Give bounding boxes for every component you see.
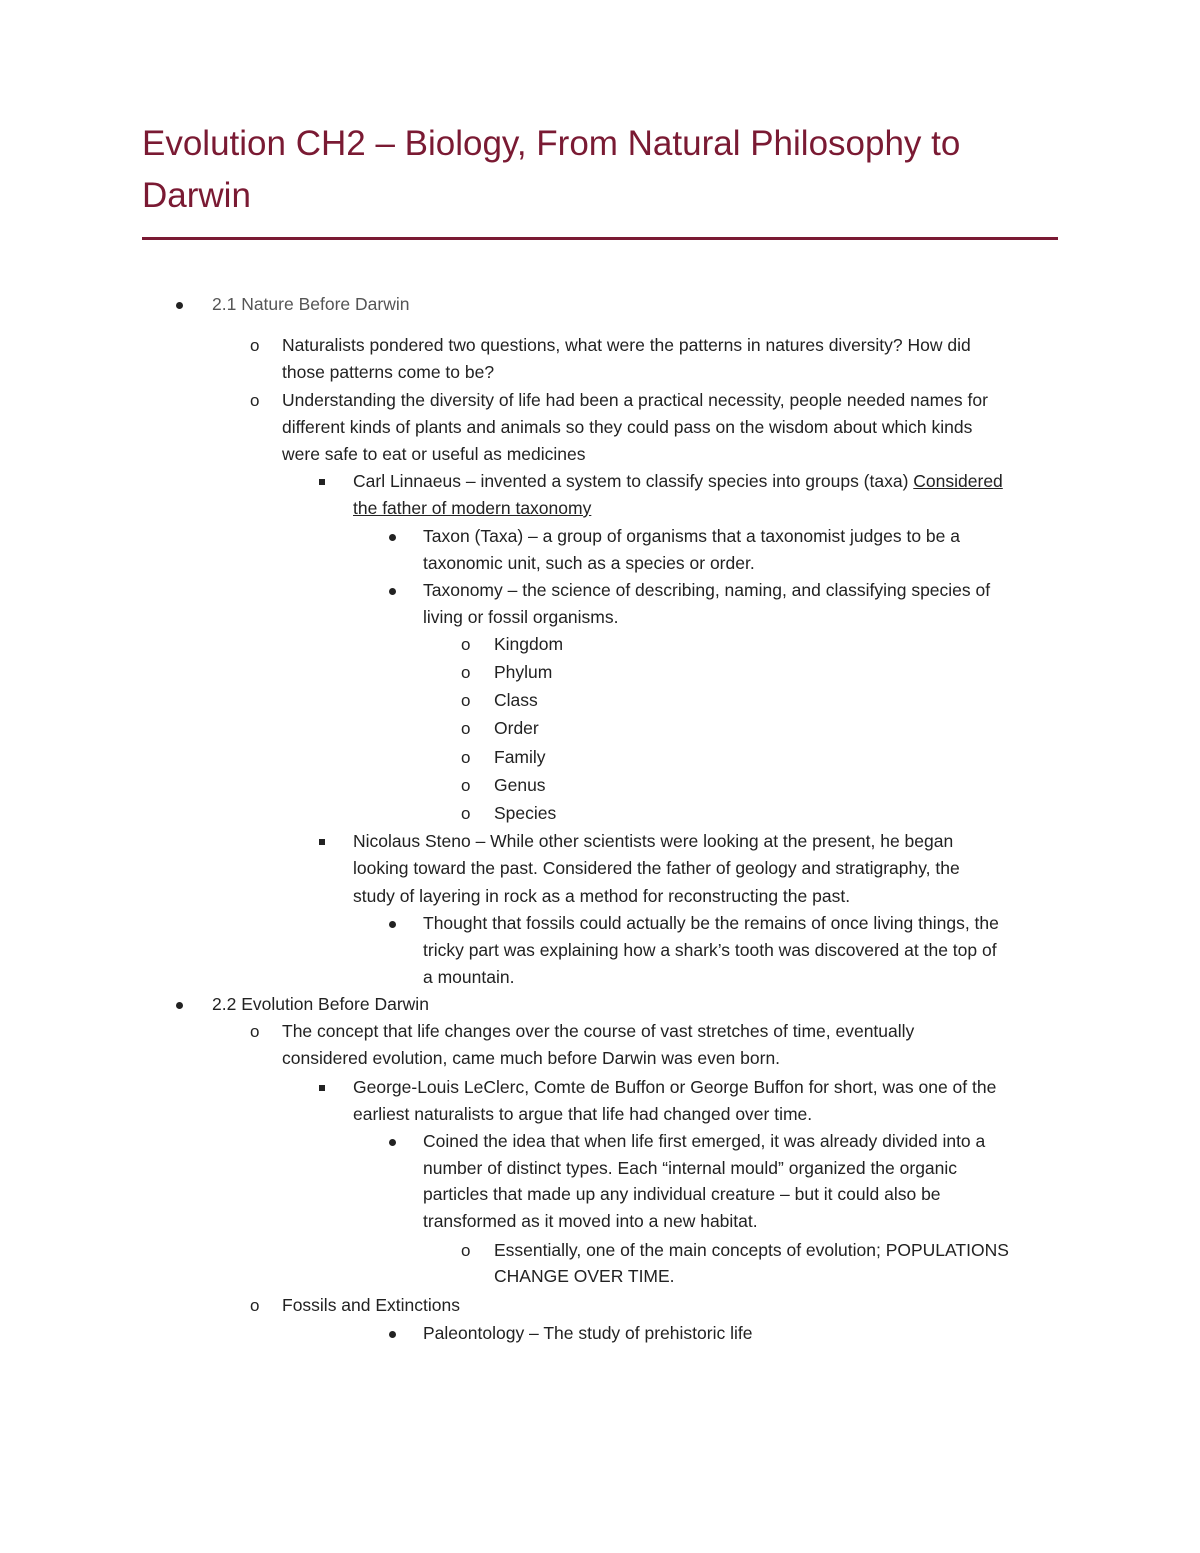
- bullet-circle-icon: o: [461, 635, 471, 654]
- bullet-dot-icon: [389, 523, 396, 541]
- bullet-circle-icon: o: [250, 336, 260, 355]
- bullet-square-icon: [319, 828, 325, 845]
- bullet-dot-icon: [389, 910, 396, 928]
- fossil-line-2: tricky part was explaining how a shark’s tooth was discovered at the top of: [423, 940, 997, 960]
- bullet-dot-icon: [389, 1128, 396, 1146]
- coined-line-4: transformed as it moved into a new habitat.: [423, 1211, 758, 1231]
- section-heading-2-1: 2.1 Nature Before Darwin: [212, 294, 410, 314]
- bullet-circle-icon: o: [461, 748, 471, 767]
- taxonomy-line-1: Taxonomy – the science of describing, naming, and classifying species of: [423, 580, 991, 600]
- steno-line-2: looking toward the past. Considered the father of geology and stratigraphy, the: [353, 858, 960, 878]
- bullet-square-icon: [319, 1074, 325, 1091]
- document-title: [142, 118, 1042, 222]
- bullet-circle-icon: o: [250, 1296, 260, 1315]
- bullet-dot-icon: [176, 991, 183, 1009]
- taxon-line-2: taxonomic unit, such as a species or order.: [423, 553, 755, 573]
- rank-item: Order: [494, 718, 539, 738]
- rank-item: Phylum: [494, 662, 553, 682]
- bullet-square-icon: [319, 468, 325, 485]
- buffon-line-2: earliest naturalists to argue that life had changed over time.: [353, 1104, 813, 1124]
- diversity-line-2: different kinds of plants and animals so they could pass on the wisdom about which kinds: [282, 417, 973, 437]
- rank-item: Genus: [494, 775, 546, 795]
- coined-line-2: number of distinct types. Each “internal mould” organized the organic: [423, 1158, 958, 1178]
- rank-item: Family: [494, 747, 546, 767]
- naturalists-line-2: those patterns come to be?: [282, 362, 495, 382]
- coined-line-1: Coined the idea that when life first emerged, it was already divided into a: [423, 1131, 986, 1151]
- linnaeus-line-1: [353, 468, 1003, 495]
- bullet-circle-icon: o: [250, 1022, 260, 1041]
- paleontology-line: Paleontology – The study of prehistoric life: [423, 1323, 753, 1343]
- section-heading-2-2: 2.2 Evolution Before Darwin: [212, 994, 429, 1014]
- rank-item: Class: [494, 690, 538, 710]
- fossils-extinctions: Fossils and Extinctions: [282, 1295, 460, 1315]
- linnaeus-text: Carl Linnaeus – invented a system to classify species into groups (taxa): [353, 471, 914, 491]
- bullet-circle-icon: o: [461, 804, 471, 823]
- fossil-line-3: a mountain.: [423, 967, 515, 987]
- fossil-line-1: Thought that fossils could actually be the remains of once living things, the: [423, 913, 999, 933]
- diversity-line-1: Understanding the diversity of life had been a practical necessity, people needed names for: [282, 390, 988, 410]
- essentially-line-1: Essentially, one of the main concepts of evolution; POPULATIONS: [494, 1240, 1009, 1260]
- coined-line-3: particles that made up any individual creature – but it could also be: [423, 1184, 941, 1204]
- bullet-dot-icon: [389, 1320, 396, 1338]
- diversity-line-3: were safe to eat or useful as medicines: [282, 444, 586, 464]
- bullet-dot-icon: [389, 577, 396, 595]
- bullet-circle-icon: o: [461, 1241, 471, 1260]
- bullet-circle-icon: o: [461, 719, 471, 738]
- steno-line-1: Nicolaus Steno – While other scientists were looking at the present, he began: [353, 831, 954, 851]
- naturalists-line-1: Naturalists pondered two questions, what were the patterns in natures diversity? How did: [282, 335, 971, 355]
- title-line-1: Evolution CH2 – Biology, From Natural Philosophy to: [142, 124, 961, 163]
- essentially-line-2: CHANGE OVER TIME.: [494, 1266, 675, 1286]
- concept-line-1: The concept that life changes over the course of vast stretches of time, eventually: [282, 1021, 915, 1041]
- buffon-line-1: George-Louis LeClerc, Comte de Buffon or George Buffon for short, was one of the: [353, 1077, 997, 1097]
- concept-line-2: considered evolution, came much before Darwin was even born.: [282, 1048, 781, 1068]
- linnaeus-underlined-text: Considered: [913, 471, 1003, 491]
- bullet-circle-icon: o: [250, 391, 260, 410]
- steno-line-3: study of layering in rock as a method for reconstructing the past.: [353, 886, 851, 906]
- taxon-line-1: Taxon (Taxa) – a group of organisms that a taxonomist judges to be a: [423, 526, 960, 546]
- rank-item: Kingdom: [494, 634, 564, 654]
- bullet-circle-icon: o: [461, 776, 471, 795]
- bullet-circle-icon: o: [461, 691, 471, 710]
- title-underline-rule: [142, 237, 1058, 240]
- rank-item: Species: [494, 803, 557, 823]
- linnaeus-line-2: the father of modern taxonomy: [353, 498, 592, 518]
- bullet-dot-icon: [176, 291, 183, 309]
- bullet-circle-icon: o: [461, 663, 471, 682]
- title-line-2: Darwin: [142, 176, 251, 215]
- taxonomy-line-2: living or fossil organisms.: [423, 607, 619, 627]
